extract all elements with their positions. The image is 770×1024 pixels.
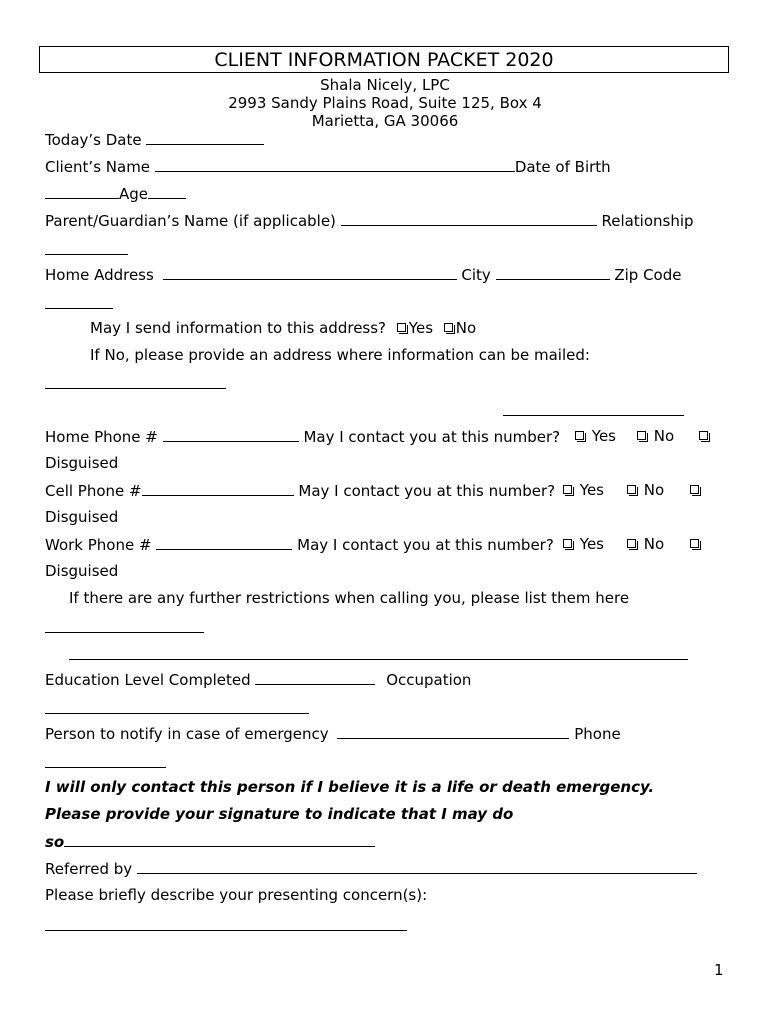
city-field[interactable] (496, 265, 610, 280)
emergency-note-line1: I will only contact this person if I believe it is a life or death emergency. (45, 778, 655, 796)
clients-name-label: Client’s Name (45, 158, 151, 176)
cell-phone-yes (563, 481, 604, 499)
cell-phone-no-checkbox[interactable] (627, 485, 636, 494)
send-info-no-checkbox[interactable] (444, 323, 453, 332)
restrictions-label: If there are any further restrictions when calling you, please list them here (69, 589, 630, 607)
home-phone-contact-question: May I contact you at this number? (303, 428, 561, 446)
emergency-signature-row (45, 832, 375, 851)
relationship-field[interactable] (45, 254, 128, 255)
cell-phone-yes-checkbox[interactable] (563, 485, 572, 494)
emergency-phone-label: Phone (574, 725, 621, 743)
if-no-address-label: If No, please provide an address where information can be mailed: (90, 346, 590, 364)
send-info-row (90, 319, 476, 337)
clients-name-field[interactable] (155, 157, 515, 172)
occupation-label: Occupation (386, 671, 472, 689)
occupation-field[interactable] (45, 713, 309, 714)
emergency-signature-field[interactable] (64, 832, 375, 847)
presenting-concern-field[interactable] (45, 930, 407, 931)
education-label: Education Level Completed (45, 671, 251, 689)
emergency-contact-label: Person to notify in case of emergency (45, 725, 329, 743)
restrictions-field-1[interactable] (45, 632, 204, 633)
home-phone-yes (575, 427, 616, 445)
cell-phone-disguised-label: Disguised (45, 508, 119, 526)
emergency-contact-field[interactable] (337, 724, 569, 739)
work-phone-yes-label: Yes (579, 535, 604, 553)
provider-address-line1: 2993 Sandy Plains Road, Suite 125, Box 4 (228, 94, 542, 112)
work-phone-label: Work Phone # (45, 536, 152, 554)
home-phone-label: Home Phone # (45, 428, 158, 446)
cell-phone-no-label: No (643, 481, 665, 499)
date-of-birth-label: Date of Birth (514, 158, 611, 176)
parent-guardian-field[interactable] (341, 211, 597, 226)
cell-phone-yes-label: Yes (579, 481, 604, 499)
home-phone-disguised-label: Disguised (45, 454, 119, 472)
emergency-contact-row (45, 724, 621, 743)
work-phone-disguised-checkbox[interactable] (690, 539, 699, 548)
cell-phone-row (45, 481, 555, 500)
home-phone-no-checkbox[interactable] (637, 431, 646, 440)
work-phone-no-checkbox[interactable] (627, 539, 636, 548)
todays-date-label: Today’s Date (45, 131, 142, 149)
mailing-address-field-1[interactable] (45, 388, 226, 389)
city-label: City (461, 266, 491, 284)
clients-name-row (45, 157, 611, 176)
referred-by-field[interactable] (137, 859, 697, 874)
emergency-phone-field[interactable] (45, 767, 166, 768)
education-row (45, 670, 471, 689)
work-phone-disguised (690, 535, 702, 553)
send-info-yes-label: Yes (408, 319, 434, 337)
todays-date-field[interactable] (146, 130, 264, 145)
cell-phone-field[interactable] (142, 481, 294, 496)
date-of-birth-field[interactable] (45, 184, 119, 199)
home-address-row (45, 265, 681, 284)
referred-by-row (45, 859, 697, 878)
work-phone-yes-checkbox[interactable] (563, 539, 572, 548)
work-phone-no-label: No (643, 535, 665, 553)
cell-phone-disguised (690, 481, 702, 499)
cell-phone-contact-question: May I contact you at this number? (298, 482, 556, 500)
todays-date-row (45, 130, 264, 149)
document-title: CLIENT INFORMATION PACKET 2020 (39, 46, 729, 73)
work-phone-field[interactable] (156, 535, 292, 550)
send-info-yes-checkbox[interactable] (397, 323, 406, 332)
provider-name: Shala Nicely, LPC (320, 76, 450, 94)
education-field[interactable] (255, 670, 375, 685)
presenting-concern-label: Please briefly describe your presenting concern(s): (45, 886, 428, 904)
home-address-label: Home Address (45, 266, 154, 284)
emergency-note-line2: Please provide your signature to indicate that I may do (45, 805, 514, 823)
emergency-note-line3: so (45, 833, 65, 851)
home-phone-yes-label: Yes (591, 427, 616, 445)
home-address-field[interactable] (163, 265, 457, 280)
work-phone-yes (563, 535, 604, 553)
home-phone-disguised (699, 427, 711, 445)
zip-code-label: Zip Code (614, 266, 682, 284)
home-phone-row (45, 427, 560, 446)
work-phone-contact-question: May I contact you at this number? (297, 536, 554, 554)
cell-phone-label: Cell Phone # (45, 482, 142, 500)
age-label: Age (119, 185, 149, 203)
zip-code-field[interactable] (45, 308, 113, 309)
home-phone-field[interactable] (163, 427, 299, 442)
parent-guardian-label: Parent/Guardian’s Name (if applicable) (45, 212, 336, 230)
cell-phone-no (627, 481, 664, 499)
send-info-no-label: No (455, 319, 477, 337)
parent-guardian-row (45, 211, 694, 230)
age-field[interactable] (148, 184, 186, 199)
cell-phone-disguised-checkbox[interactable] (690, 485, 699, 494)
relationship-label: Relationship (601, 212, 694, 230)
page-number: 1 (714, 961, 724, 979)
referred-by-label: Referred by (45, 860, 133, 878)
work-phone-disguised-label: Disguised (45, 562, 119, 580)
dob-age-row (45, 184, 186, 203)
home-phone-disguised-checkbox[interactable] (699, 431, 708, 440)
home-phone-yes-checkbox[interactable] (575, 431, 584, 440)
work-phone-row (45, 535, 554, 554)
send-info-question: May I send information to this address? (90, 319, 387, 337)
home-phone-no-label: No (653, 427, 675, 445)
provider-address-line2: Marietta, GA 30066 (311, 112, 459, 130)
home-phone-no (637, 427, 674, 445)
restrictions-field-2[interactable] (69, 659, 688, 660)
work-phone-no (627, 535, 664, 553)
mailing-address-field-2[interactable] (503, 415, 684, 416)
